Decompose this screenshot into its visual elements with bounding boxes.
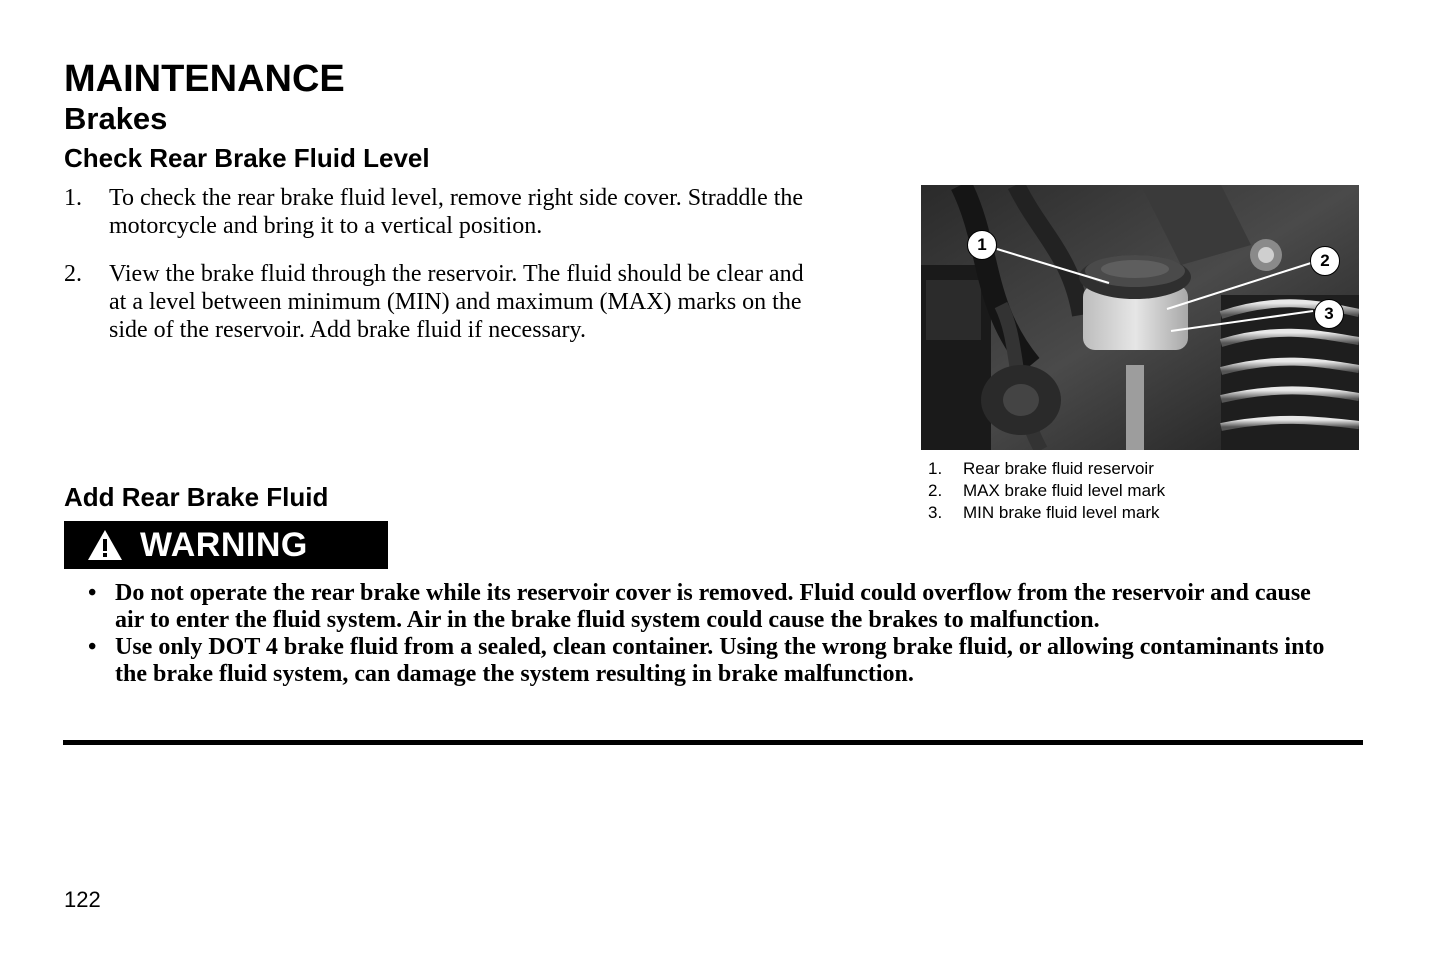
- step-number: 2.: [64, 261, 82, 287]
- caption-text: MAX brake fluid level mark: [963, 481, 1166, 500]
- step-text: To check the rear brake fluid level, remove right side cover. Straddle the motorcycle and bring it to a vertical position.: [109, 185, 804, 239]
- add-fluid-heading: Add Rear Brake Fluid: [64, 482, 329, 512]
- subsection-title: Brakes: [64, 101, 168, 136]
- caption-number: 3.: [928, 503, 943, 522]
- section-title: MAINTENANCE: [64, 58, 345, 100]
- caption-number: 2.: [928, 481, 943, 500]
- bullet-icon: •: [88, 634, 97, 660]
- warning-label: WARNING: [140, 525, 308, 564]
- check-steps-list: [64, 184, 804, 364]
- step-text: View the brake fluid through the reservoir. The fluid should be clear and at a level between minimum (MIN) and maximum (MAX) marks on the side of the reservoir. Add brake fluid if necessary.: [109, 261, 804, 343]
- callout-2: 2: [1310, 246, 1340, 276]
- step-number: 1.: [64, 185, 82, 211]
- caption-text: Rear brake fluid reservoir: [963, 459, 1154, 478]
- caption-number: 1.: [928, 459, 943, 478]
- bullet-icon: •: [88, 580, 97, 606]
- figure-caption-list: [928, 458, 1165, 524]
- bullet-text: Use only DOT 4 brake fluid from a sealed, clean container. Using the wrong brake fluid, or allowing contaminants into the brake fluid system, can damage the system resulting in brake malfunction.: [115, 634, 1325, 687]
- callout-3: 3: [1314, 299, 1344, 329]
- reservoir-photo: [921, 185, 1359, 450]
- bullet-text: Do not operate the rear brake while its reservoir cover is removed. Fluid could overflow from the reservoir and cause air to enter the fluid system. Air in the brake fluid system could cause the brakes to malfunction.: [115, 580, 1311, 633]
- step-item: [64, 260, 804, 344]
- warning-bullets: [88, 580, 1328, 688]
- warning-triangle-icon: [86, 528, 124, 562]
- page-number: 122: [64, 887, 101, 912]
- caption-text: MIN brake fluid level mark: [963, 503, 1160, 522]
- caption-item: [928, 480, 1165, 502]
- warning-bullet-item: [88, 580, 1328, 634]
- warning-bullet-item: [88, 634, 1328, 688]
- check-fluid-heading: Check Rear Brake Fluid Level: [64, 143, 430, 173]
- reservoir-illustration: [921, 185, 1359, 450]
- caption-item: [928, 458, 1165, 480]
- step-item: [64, 184, 804, 240]
- section-divider: [63, 740, 1363, 745]
- caption-item: [928, 502, 1165, 524]
- warning-banner: [64, 521, 388, 569]
- callout-1: 1: [967, 230, 997, 260]
